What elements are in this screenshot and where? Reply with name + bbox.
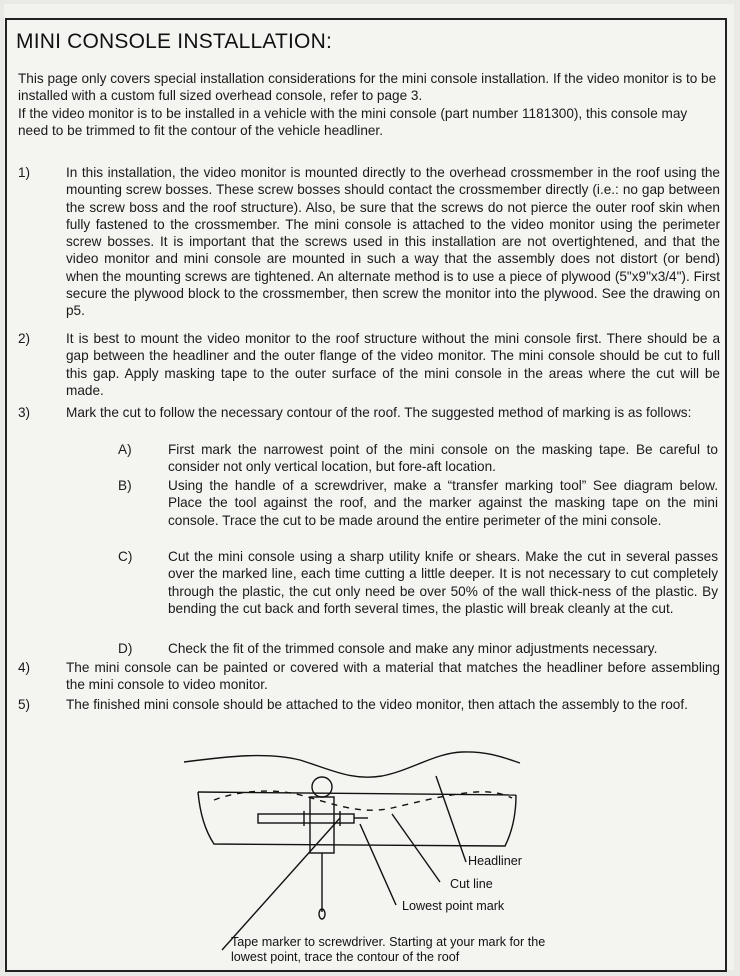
substep-text: Check the fit of the trimmed console and make any minor adjustments necessary. [168, 641, 658, 656]
label-lowest-point: Lowest point mark [402, 899, 505, 913]
intro-paragraph: This page only covers special installation considerations for the mini console installation. If the video monitor is to be installed with a custom full sized overhead console, refer to page 3. [18, 71, 717, 104]
step-number: 2) [18, 331, 31, 346]
substep-text: First mark the narrowest point of the mini console on the masking tape. Be careful to consider not only vertical location, but fore-aft location. [168, 442, 718, 475]
label-cut-line: Cut line [450, 877, 493, 891]
step-number: 1) [18, 165, 31, 180]
leader-cut-line [392, 814, 440, 882]
step-text: Mark the cut to follow the necessary contour of the roof. The suggested method of marking is as follows: [66, 405, 692, 420]
substep-text: Cut the mini console using a sharp utility knife or shears. Make the cut in several passes over the marked line, each time cutting a little deeper. It is not necessary to cut completely through the plastic, the cut only need be over 50% of the wall thick-ness of the plastic. By bending the cut back and forth several times, the plastic will break cleanly at the cut. [168, 549, 718, 616]
substep-letter: B) [118, 478, 132, 493]
leader-headliner [436, 776, 466, 862]
step-text: The mini console can be painted or covered with a material that matches the headliner before assembling the mini console to video monitor. [66, 660, 720, 693]
console-rim [198, 792, 516, 795]
step-text: In this installation, the video monitor is mounted directly to the overhead crossmember in the roof using the mounting screw bosses. These screw bosses should contact the crossmember directly (i.e.: no gap between the screw boss and the roof structure). Also, be sure that the screws do not pierce the outer roof skin when fully fastened to the crossmember. The mini console is attached to the video monitor using the perimeter screw bosses. It is important that the screws used in this installation are not overtightened, and that the video monitor and mini console are mounted in such a way that the assembly does not distort (or bend) when the mounting screws are tightened. An alternate method is to use a piece of plywood (5"x9"x3/4"). First secure the plywood block to the crossmember, then screw the monitor into the plywood. See the drawing on p5. [66, 165, 720, 319]
step-text: The finished mini console should be attached to the video monitor, then attach the assembly to the roof. [66, 697, 688, 712]
page-title: MINI CONSOLE INSTALLATION: [16, 30, 332, 53]
screwdriver-knob [312, 777, 332, 797]
step-number: 5) [18, 697, 31, 712]
intro-paragraph: If the video monitor is to be installed in a vehicle with the mini console (part number 1181300), this console may need to be trimmed to fit the contour of the vehicle headliner. [18, 105, 688, 138]
substep-text: Using the handle of a screwdriver, make a “transfer marking tool” See diagram below. Place the tool against the roof, and the marker against the masking tape on the mini console. Trace the cut to be made around the entire perimeter of the mini console. [168, 478, 718, 528]
step-number: 3) [18, 405, 31, 420]
diagram-caption: Tape marker to screwdriver. Starting at your mark for the lowest point, trace the contour of the roof [231, 935, 546, 965]
substep-letter: D) [118, 641, 133, 656]
mini-console-outline [198, 792, 516, 846]
substep-letter: A) [118, 442, 132, 457]
headliner-line [184, 752, 520, 777]
step-number: 4) [18, 660, 31, 675]
leader-lowest-point [360, 824, 396, 905]
step-text: It is best to mount the video monitor to the roof structure without the mini console first. There should be a gap between the headliner and the outer flange of the video monitor. The mini console should be cut to full this gap. Apply masking tape to the outer surface of the mini console in the areas where the cut will be made. [66, 331, 720, 398]
substep-letter: C) [118, 549, 133, 564]
label-headliner: Headliner [468, 854, 522, 868]
